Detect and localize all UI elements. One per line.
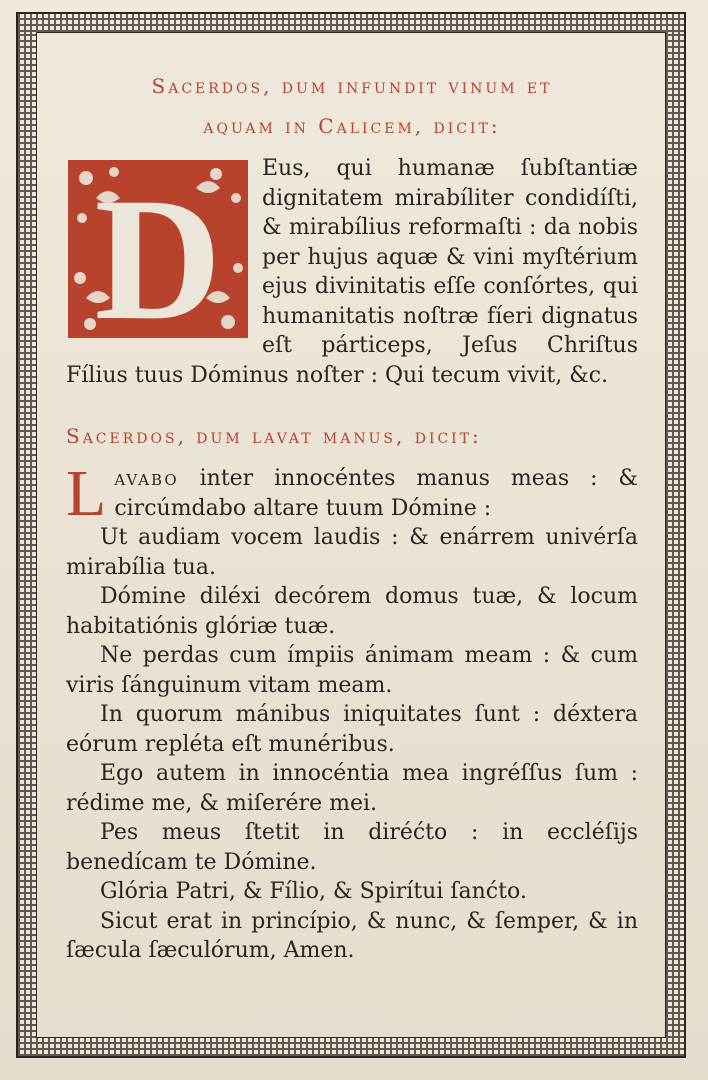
prayer-deus-text: Eus, qui humanæ ſubſtantiæ dignitatem mirabíliter condidíſti, & mirabílius reformaſti : da nobis per hujus aquæ & vini myſtérium ejus divinitatis eſſe conſórtes, qui humanitatis noſtræ fíeri dignatus eſt párticeps, Jeſus Chriſtus Fílius tuus Dóminus noſter : Qui tecum vivit, &c.: [66, 156, 638, 388]
psalm-lavabo-block: [66, 457, 638, 966]
rubric-section-2: Sacerdos, dum lavat manus, dicit:: [66, 424, 482, 448]
psalm-verse: Ego autem in innocéntia mea ingréſſus ſum : rédime me, & miſerére mei.: [66, 761, 638, 816]
psalm-verse: In quorum mánibus iniquitates ſunt : déxtera eórum repléta eſt munéribus.: [66, 702, 638, 757]
psalm-first-verse-rest: inter innocéntes manus meas : & circúmdabo altare tuum Dómine :: [114, 466, 638, 521]
page-content: [66, 66, 638, 966]
ornament-border-left: [18, 32, 36, 1038]
prayer-deus-block: [66, 154, 638, 390]
decorated-initial-d-art: [66, 158, 250, 340]
decorated-initial-d: [66, 158, 250, 340]
rubric-section-1-line-1: Sacerdos, dum infundit vinum et: [151, 74, 553, 98]
psalm-verse: Pes meus ſtetit in diréćto : in eccléſijs benedícam te Dómine.: [66, 820, 638, 875]
ornament-border-bottom: [18, 1038, 684, 1056]
psalm-first-word: avabo: [114, 466, 179, 491]
ornament-border-top: [18, 14, 684, 32]
psalm-verse: Dómine diléxi decórem domus tuæ, & locum habitatiónis glóriæ tuæ.: [66, 584, 638, 639]
initial-l: L: [66, 457, 107, 530]
rubric-section-1: [66, 66, 638, 146]
psalm-verse: Glória Patri, & Fílio, & Spirítui ſanćto.: [100, 879, 527, 904]
rubric-section-1-line-2: aquam in Calicem, dicit:: [203, 114, 501, 138]
ornament-border-right: [666, 32, 684, 1038]
psalm-verse: Ut audiam vocem laudis : & enárrem univérſa mirabília tua.: [66, 525, 638, 580]
initial-d-letter: D: [94, 162, 222, 340]
psalm-verse: Sicut erat in princípio, & nunc, & ſemper, & in ſæcula ſæculórum, Amen.: [66, 908, 638, 963]
psalm-first-verse: [66, 457, 638, 530]
psalm-verse: Ne perdas cum ímpiis ánimam meam : & cum viris ſánguinum vitam meam.: [66, 643, 638, 698]
